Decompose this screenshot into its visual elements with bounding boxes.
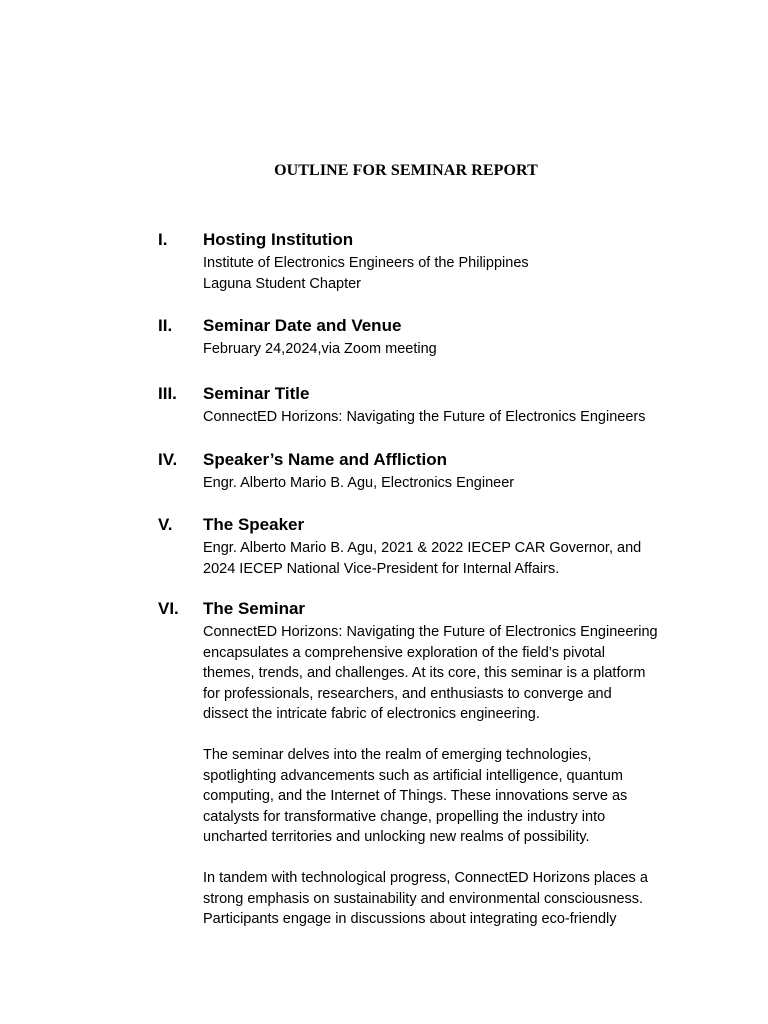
section-heading: Seminar Title [203,384,310,403]
section-numeral: III. [158,384,177,403]
document-title: OUTLINE FOR SEMINAR REPORT [274,162,538,179]
body-line: strong emphasis on sustainability and environmental consciousness. [203,890,644,907]
paragraph [203,745,693,848]
body-line: February 24,2024,via Zoom meeting [203,341,437,357]
body-line: ConnectED Horizons: Navigating the Future of Electronics Engineering [203,624,658,640]
body-line: spotlighting advancements such as artificial intelligence, quantum [203,767,623,784]
section-body [203,473,693,494]
paragraph [203,868,693,930]
section-body [203,538,693,579]
section-heading: Seminar Date and Venue [203,316,402,335]
section-heading: The Seminar [203,599,306,618]
section-heading: Speaker’s Name and Affliction [203,450,448,469]
body-line: themes, trends, and challenges. At its core, this seminar is a platform [203,665,646,681]
section-numeral: VI. [158,599,179,618]
body-line: for professionals, researchers, and enthusiasts to converge and [203,685,612,702]
section-numeral: II. [158,316,173,335]
body-line: The seminar delves into the realm of emerging technologies, [203,747,592,763]
body-line: Participants engage in discussions about integrating eco-friendly [203,911,617,927]
body-line: In tandem with technological progress, ConnectED Horizons places a [203,870,648,886]
body-line: Laguna Student Chapter [203,275,362,292]
section-numeral: V. [158,515,173,534]
section-body [203,622,693,930]
body-line: ConnectED Horizons: Navigating the Future of Electronics Engineers [203,409,646,425]
body-line: Engr. Alberto Mario B. Agu, Electronics Engineer [203,475,515,491]
section-heading: Hosting Institution [203,230,354,249]
section-body [203,253,693,294]
body-line: Engr. Alberto Mario B. Agu, 2021 & 2022 IECEP CAR Governor, and [203,540,642,556]
body-line: catalysts for transformative change, propelling the industry into [203,808,606,825]
paragraph [203,622,693,725]
section-body [203,339,693,360]
body-line: uncharted territories and unlocking new realms of possibility. [203,829,590,845]
body-line: 2024 IECEP National Vice-President for Internal Affairs. [203,560,560,577]
section-numeral: I. [158,230,168,249]
body-line: Institute of Electronics Engineers of the Philippines [203,255,529,271]
section-body [203,407,693,428]
section-heading: The Speaker [203,515,305,534]
body-line: dissect the intricate fabric of electronics engineering. [203,706,540,722]
body-line: encapsulates a comprehensive exploration of the field’s pivotal [203,644,605,661]
section-numeral: IV. [158,450,178,469]
body-line: computing, and the Internet of Things. These innovations serve as [203,788,628,804]
